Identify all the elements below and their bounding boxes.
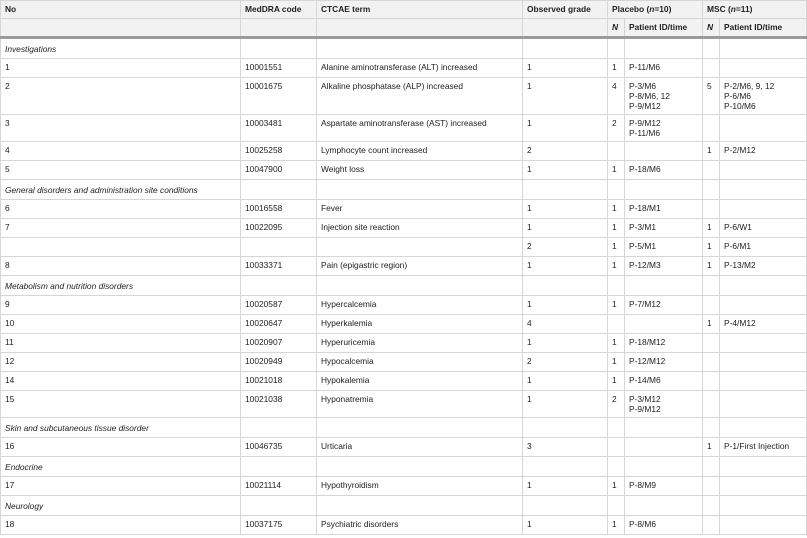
- cell-placebo-patient: P-18/M12: [625, 334, 703, 353]
- cell-placebo-n: 1: [608, 372, 625, 391]
- cell-no: 2: [1, 78, 241, 115]
- section-spacer-cell: [703, 276, 720, 296]
- section-spacer-cell: [720, 180, 807, 200]
- header-meddra-code: MedDRA code: [241, 1, 317, 19]
- cell-meddra-code: 10020907: [241, 334, 317, 353]
- table-row: [1, 78, 807, 115]
- section-spacer-cell: [241, 418, 317, 438]
- table-row: [1, 59, 807, 78]
- cell-placebo-n: 1: [608, 238, 625, 257]
- cell-placebo-n: 2: [608, 115, 625, 142]
- cell-placebo-patient: P-18/M1: [625, 200, 703, 219]
- cell-no: 1: [1, 59, 241, 78]
- cell-placebo-patient: P-5/M1: [625, 238, 703, 257]
- cell-ctcae-term: Pain (epigastric region): [317, 257, 523, 276]
- cell-placebo-n: 1: [608, 219, 625, 238]
- cell-observed-grade: 1: [523, 200, 608, 219]
- table-row: [1, 477, 807, 496]
- cell-observed-grade: 1: [523, 115, 608, 142]
- section-spacer-cell: [608, 496, 625, 516]
- section-title: Endocrine: [1, 457, 241, 477]
- section-spacer-cell: [720, 496, 807, 516]
- cell-ctcae-term: Fever: [317, 200, 523, 219]
- header-placebo-n: n: [649, 4, 655, 14]
- cell-ctcae-term: [317, 238, 523, 257]
- cell-placebo-n: 1: [608, 59, 625, 78]
- section-spacer-cell: [625, 276, 703, 296]
- header-ctcae-term: CTCAE term: [317, 1, 523, 19]
- cell-msc-n: 1: [703, 315, 720, 334]
- cell-msc-patient: P-2/M6, 9, 12 P-6/M6 P-10/M6: [720, 78, 807, 115]
- table-row: [1, 219, 807, 238]
- table-row: [1, 257, 807, 276]
- cell-msc-n: [703, 59, 720, 78]
- cell-ctcae-term: Psychiatric disorders: [317, 516, 523, 535]
- section-row: [1, 418, 807, 438]
- section-spacer-cell: [608, 180, 625, 200]
- cell-msc-patient: P-6/M1: [720, 238, 807, 257]
- cell-meddra-code: 10037175: [241, 516, 317, 535]
- cell-meddra-code: 10022095: [241, 219, 317, 238]
- cell-placebo-n: [608, 438, 625, 457]
- table-row: [1, 296, 807, 315]
- section-spacer-cell: [720, 38, 807, 59]
- cell-no: 17: [1, 477, 241, 496]
- cell-no: 11: [1, 334, 241, 353]
- section-row: [1, 180, 807, 200]
- cell-msc-n: 1: [703, 142, 720, 161]
- cell-placebo-n: 1: [608, 353, 625, 372]
- cell-placebo-n: 1: [608, 477, 625, 496]
- cell-observed-grade: 1: [523, 161, 608, 180]
- cell-msc-patient: P-1/First Injection: [720, 438, 807, 457]
- cell-ctcae-term: Hypercalcemia: [317, 296, 523, 315]
- section-spacer-cell: [720, 418, 807, 438]
- cell-no: 18: [1, 516, 241, 535]
- cell-msc-n: [703, 372, 720, 391]
- section-spacer-cell: [608, 276, 625, 296]
- cell-msc-patient: [720, 372, 807, 391]
- cell-msc-patient: [720, 334, 807, 353]
- table-row: [1, 438, 807, 457]
- section-spacer-cell: [608, 418, 625, 438]
- cell-observed-grade: 1: [523, 334, 608, 353]
- section-spacer-cell: [523, 457, 608, 477]
- section-spacer-cell: [241, 180, 317, 200]
- cell-placebo-patient: P-3/M12 P-9/M12: [625, 391, 703, 418]
- cell-ctcae-term: Hyperuricemia: [317, 334, 523, 353]
- section-spacer-cell: [241, 276, 317, 296]
- cell-ctcae-term: Hypothyroidism: [317, 477, 523, 496]
- cell-msc-n: [703, 115, 720, 142]
- section-spacer-cell: [625, 38, 703, 59]
- section-spacer-cell: [523, 276, 608, 296]
- cell-no: 16: [1, 438, 241, 457]
- header-placebo-prefix: Placebo (: [612, 4, 650, 14]
- cell-msc-n: [703, 161, 720, 180]
- section-spacer-cell: [317, 38, 523, 59]
- header-msc-patient: Patient ID/time: [720, 19, 807, 38]
- cell-meddra-code: 10001551: [241, 59, 317, 78]
- cell-observed-grade: 1: [523, 391, 608, 418]
- cell-msc-n: [703, 477, 720, 496]
- cell-placebo-patient: P-3/M1: [625, 219, 703, 238]
- cell-msc-n: [703, 296, 720, 315]
- section-spacer-cell: [317, 457, 523, 477]
- cell-ctcae-term: Hyponatremia: [317, 391, 523, 418]
- cell-placebo-patient: P-8/M9: [625, 477, 703, 496]
- cell-meddra-code: 10020949: [241, 353, 317, 372]
- section-spacer-cell: [720, 276, 807, 296]
- header-blank: [241, 19, 317, 38]
- table-row: [1, 372, 807, 391]
- cell-observed-grade: 1: [523, 372, 608, 391]
- cell-msc-patient: [720, 59, 807, 78]
- cell-placebo-patient: [625, 142, 703, 161]
- header-placebo-n-col: N: [608, 19, 625, 38]
- section-title: Skin and subcutaneous tissue disorder: [1, 418, 241, 438]
- header-msc-prefix: MSC (: [707, 4, 731, 14]
- cell-msc-patient: P-6/W1: [720, 219, 807, 238]
- section-row: [1, 496, 807, 516]
- section-spacer-cell: [625, 180, 703, 200]
- cell-placebo-n: 1: [608, 161, 625, 180]
- section-title: General disorders and administration site conditions: [1, 180, 241, 200]
- cell-msc-patient: [720, 477, 807, 496]
- cell-observed-grade: 1: [523, 78, 608, 115]
- section-spacer-cell: [317, 418, 523, 438]
- table-header: [1, 1, 807, 38]
- cell-msc-n: [703, 391, 720, 418]
- cell-ctcae-term: Hypokalemia: [317, 372, 523, 391]
- section-row: [1, 457, 807, 477]
- section-spacer-cell: [703, 457, 720, 477]
- section-spacer-cell: [703, 496, 720, 516]
- table-row: [1, 115, 807, 142]
- cell-placebo-n: 1: [608, 334, 625, 353]
- cell-no: [1, 238, 241, 257]
- cell-ctcae-term: Alkaline phosphatase (ALP) increased: [317, 78, 523, 115]
- cell-ctcae-term: Urticaria: [317, 438, 523, 457]
- cell-msc-n: [703, 516, 720, 535]
- cell-msc-n: [703, 334, 720, 353]
- cell-msc-patient: P-13/M2: [720, 257, 807, 276]
- cell-placebo-patient: P-12/M12: [625, 353, 703, 372]
- cell-meddra-code: 10021018: [241, 372, 317, 391]
- section-spacer-cell: [625, 457, 703, 477]
- cell-msc-patient: [720, 200, 807, 219]
- cell-no: 14: [1, 372, 241, 391]
- cell-placebo-patient: P-12/M3: [625, 257, 703, 276]
- cell-observed-grade: 3: [523, 438, 608, 457]
- cell-observed-grade: 2: [523, 238, 608, 257]
- cell-observed-grade: 1: [523, 296, 608, 315]
- section-spacer-cell: [523, 418, 608, 438]
- cell-msc-patient: [720, 161, 807, 180]
- cell-observed-grade: 1: [523, 477, 608, 496]
- cell-msc-n: 1: [703, 219, 720, 238]
- cell-ctcae-term: Lymphocyte count increased: [317, 142, 523, 161]
- section-spacer-cell: [317, 180, 523, 200]
- table-row: [1, 142, 807, 161]
- section-spacer-cell: [317, 496, 523, 516]
- section-spacer-cell: [523, 496, 608, 516]
- section-spacer-cell: [317, 276, 523, 296]
- cell-meddra-code: 10016558: [241, 200, 317, 219]
- cell-observed-grade: 4: [523, 315, 608, 334]
- cell-meddra-code: 10021038: [241, 391, 317, 418]
- section-spacer-cell: [241, 457, 317, 477]
- cell-ctcae-term: Alanine aminotransferase (ALT) increased: [317, 59, 523, 78]
- cell-observed-grade: 1: [523, 59, 608, 78]
- cell-placebo-n: 1: [608, 516, 625, 535]
- cell-observed-grade: 1: [523, 257, 608, 276]
- section-spacer-cell: [703, 180, 720, 200]
- cell-observed-grade: 1: [523, 219, 608, 238]
- cell-observed-grade: 2: [523, 353, 608, 372]
- cell-placebo-patient: P-14/M6: [625, 372, 703, 391]
- cell-meddra-code: [241, 238, 317, 257]
- cell-meddra-code: 10021114: [241, 477, 317, 496]
- cell-ctcae-term: Injection site reaction: [317, 219, 523, 238]
- cell-msc-patient: [720, 296, 807, 315]
- cell-msc-patient: [720, 115, 807, 142]
- table-row: [1, 238, 807, 257]
- cell-meddra-code: 10001675: [241, 78, 317, 115]
- cell-msc-n: [703, 353, 720, 372]
- cell-placebo-patient: P-9/M12 P-11/M6: [625, 115, 703, 142]
- header-placebo-suffix: =10): [654, 4, 672, 14]
- table-body: [1, 38, 807, 535]
- table-row: [1, 315, 807, 334]
- cell-no: 12: [1, 353, 241, 372]
- cell-placebo-n: [608, 142, 625, 161]
- cell-observed-grade: 2: [523, 142, 608, 161]
- cell-placebo-n: 2: [608, 391, 625, 418]
- section-spacer-cell: [241, 38, 317, 59]
- table-row: [1, 200, 807, 219]
- cell-placebo-patient: [625, 315, 703, 334]
- section-spacer-cell: [703, 418, 720, 438]
- header-msc-n: n: [730, 4, 736, 14]
- cell-no: 4: [1, 142, 241, 161]
- header-blank: [1, 19, 241, 38]
- cell-placebo-patient: P-8/M6: [625, 516, 703, 535]
- cell-no: 3: [1, 115, 241, 142]
- table-row: [1, 353, 807, 372]
- section-spacer-cell: [625, 496, 703, 516]
- cell-meddra-code: 10047900: [241, 161, 317, 180]
- header-no: No: [1, 1, 241, 19]
- cell-meddra-code: 10003481: [241, 115, 317, 142]
- cell-msc-n: 5: [703, 78, 720, 115]
- cell-ctcae-term: Hyperkalemia: [317, 315, 523, 334]
- cell-no: 7: [1, 219, 241, 238]
- section-spacer-cell: [608, 38, 625, 59]
- table-row: [1, 516, 807, 535]
- cell-placebo-n: [608, 315, 625, 334]
- cell-placebo-patient: P-18/M6: [625, 161, 703, 180]
- cell-no: 10: [1, 315, 241, 334]
- cell-placebo-patient: P-11/M6: [625, 59, 703, 78]
- section-spacer-cell: [523, 180, 608, 200]
- header-blank: [317, 19, 523, 38]
- cell-no: 8: [1, 257, 241, 276]
- cell-meddra-code: 10025258: [241, 142, 317, 161]
- section-spacer-cell: [523, 38, 608, 59]
- header-msc-suffix: =11): [735, 4, 753, 14]
- header-msc: [703, 1, 807, 19]
- section-title: Investigations: [1, 38, 241, 59]
- cell-msc-patient: [720, 516, 807, 535]
- cell-placebo-n: 1: [608, 200, 625, 219]
- cell-no: 5: [1, 161, 241, 180]
- section-title: Neurology: [1, 496, 241, 516]
- header-placebo: [608, 1, 703, 19]
- cell-placebo-n: 1: [608, 296, 625, 315]
- cell-placebo-n: 4: [608, 78, 625, 115]
- header-observed-grade: Observed grade: [523, 1, 608, 19]
- cell-msc-n: 1: [703, 238, 720, 257]
- cell-no: 9: [1, 296, 241, 315]
- section-spacer-cell: [703, 38, 720, 59]
- section-title: Metabolism and nutrition disorders: [1, 276, 241, 296]
- cell-placebo-patient: P-3/M6 P-8/M6, 12 P-9/M12: [625, 78, 703, 115]
- table-row: [1, 161, 807, 180]
- header-msc-n-col: N: [703, 19, 720, 38]
- cell-meddra-code: 10020647: [241, 315, 317, 334]
- section-spacer-cell: [625, 418, 703, 438]
- header-blank: [523, 19, 608, 38]
- cell-ctcae-term: Aspartate aminotransferase (AST) increased: [317, 115, 523, 142]
- cell-meddra-code: 10020587: [241, 296, 317, 315]
- table-row: [1, 391, 807, 418]
- cell-observed-grade: 1: [523, 516, 608, 535]
- cell-msc-patient: P-2/M12: [720, 142, 807, 161]
- cell-placebo-n: 1: [608, 257, 625, 276]
- cell-ctcae-term: Weight loss: [317, 161, 523, 180]
- header-placebo-patient: Patient ID/time: [625, 19, 703, 38]
- table-row: [1, 334, 807, 353]
- section-row: [1, 38, 807, 59]
- cell-meddra-code: 10046735: [241, 438, 317, 457]
- cell-msc-patient: [720, 391, 807, 418]
- cell-meddra-code: 10033371: [241, 257, 317, 276]
- cell-msc-patient: P-4/M12: [720, 315, 807, 334]
- section-spacer-cell: [241, 496, 317, 516]
- cell-no: 15: [1, 391, 241, 418]
- cell-ctcae-term: Hypocalcemia: [317, 353, 523, 372]
- cell-msc-n: 1: [703, 257, 720, 276]
- section-row: [1, 276, 807, 296]
- cell-placebo-patient: [625, 438, 703, 457]
- cell-placebo-patient: P-7/M12: [625, 296, 703, 315]
- cell-msc-n: 1: [703, 438, 720, 457]
- cell-no: 6: [1, 200, 241, 219]
- section-spacer-cell: [608, 457, 625, 477]
- cell-msc-n: [703, 200, 720, 219]
- cell-msc-patient: [720, 353, 807, 372]
- section-spacer-cell: [720, 457, 807, 477]
